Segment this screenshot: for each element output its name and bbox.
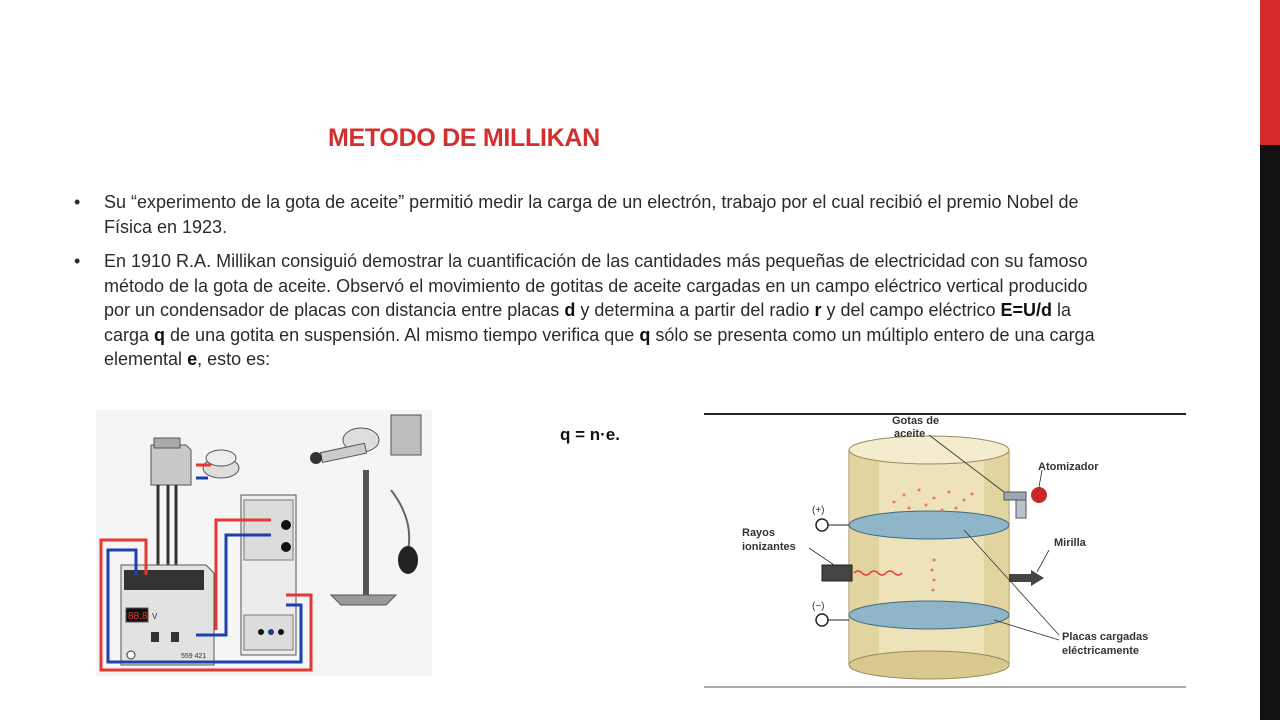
label-gotas: Gotas de xyxy=(892,415,940,427)
label-mirilla: Mirilla xyxy=(1054,537,1086,549)
bullet-text-2: En 1910 R.A. Millikan consiguió demostrar la cuantificación de las cantidades más pequeñas de electricidad con su famoso método de la gota de aceite. Observó el movimiento de gotitas de aceite cargadas en un campo eléctrico vertical producido por un condensador de placas con distancia entre placas d y determina a partir del radio r y del campo eléctrico E=U/d la carga q de una gotita en suspensión. Al mismo tiempo verifica que q sólo se presenta como un múltiplo entero de una carga elemental e, esto es: xyxy=(104,251,1095,369)
label-rayos: Rayos xyxy=(742,527,776,539)
bullet-text-1: Su “experimento de la gota de aceite” permitió medir la carga de un electrón, trabajo por el cual recibió el premio Nobel de Física en 1923. xyxy=(104,192,1079,237)
label-minus: (−) xyxy=(812,601,825,612)
label-plus: (+) xyxy=(812,505,825,516)
label-ionizantes: ionizantes xyxy=(742,541,796,553)
svg-text:V: V xyxy=(152,612,158,621)
svg-text:88.8: 88.8 xyxy=(128,611,148,622)
label-placas: Placas cargadas xyxy=(1062,631,1149,643)
bullet-item-2 xyxy=(74,249,1114,372)
apparatus-figure xyxy=(96,410,432,676)
bullet-dot: • xyxy=(74,192,81,212)
label-atomizador: Atomizador xyxy=(1038,461,1099,473)
accent-bar-red xyxy=(1260,0,1280,145)
accent-bar-black xyxy=(1260,145,1280,720)
label-electricamente: eléctricamente xyxy=(1062,645,1140,657)
bullet-item-1 xyxy=(74,190,1114,239)
svg-text:559 421: 559 421 xyxy=(181,653,207,660)
formula: q = n·e. xyxy=(560,425,620,444)
slide-title: METODO DE MILLIKAN xyxy=(328,124,600,152)
bullet-list xyxy=(74,190,1114,382)
label-gotas-2: aceite xyxy=(894,428,926,440)
bullet-dot: • xyxy=(74,251,81,271)
millikan-chamber-figure xyxy=(704,410,1186,690)
